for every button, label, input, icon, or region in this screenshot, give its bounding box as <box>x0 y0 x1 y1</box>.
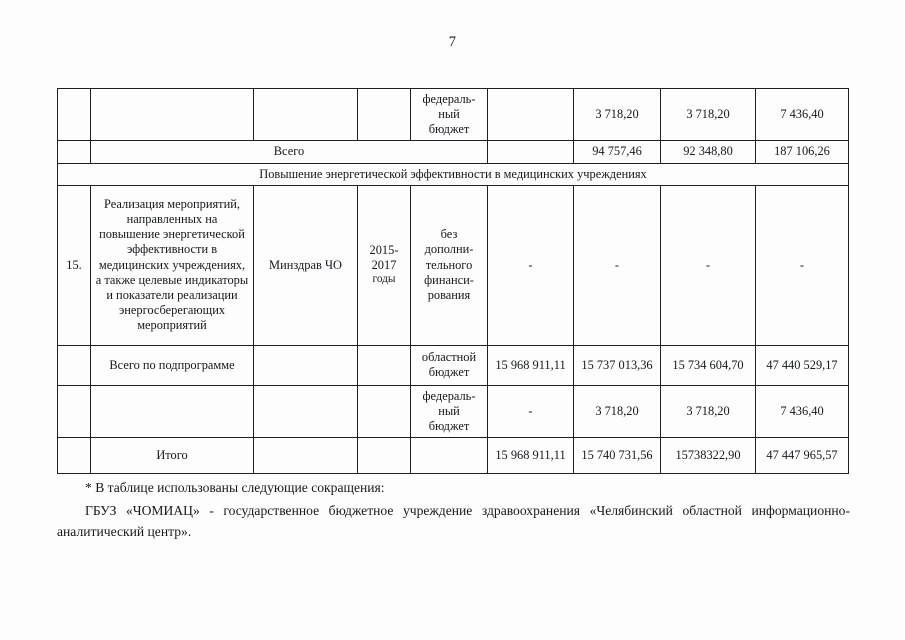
cell-year3: 3 718,20 <box>661 385 756 437</box>
footnote-abbreviation-chomiac: ГБУЗ «ЧОМИАЦ» - государственное бюджетное учреждение здравоохранения «Челябинский областной информационно-аналитический центр». <box>57 503 850 540</box>
cell-source <box>411 345 488 385</box>
cell-year2: 15 737 013,36 <box>574 345 661 385</box>
cell-period <box>358 345 411 385</box>
cell-label <box>91 385 254 437</box>
source-line: федераль- <box>422 388 476 403</box>
cell-year1 <box>488 141 574 163</box>
period-line: 2017 <box>371 258 397 273</box>
source-line: бюджет <box>428 365 470 380</box>
source-line: ный <box>438 403 460 418</box>
table-row-subprogram-total <box>58 345 849 385</box>
table-row-section-banner <box>58 163 849 185</box>
cell-year1: - <box>488 185 574 345</box>
footnotes <box>57 477 850 542</box>
cell-index <box>58 345 91 385</box>
source-line: ный <box>438 107 460 122</box>
cell-year2: - <box>574 185 661 345</box>
cell-measure <box>91 89 254 141</box>
cell-subprogram-total-label: Всего по подпрограмме <box>91 345 254 385</box>
cell-source <box>411 385 488 437</box>
cell-year2: 3 718,20 <box>574 385 661 437</box>
source-line: бюджет <box>428 122 470 137</box>
cell-executor <box>254 345 358 385</box>
cell-year1: 15 968 911,11 <box>488 345 574 385</box>
cell-grand-total-label: Итого <box>91 438 254 474</box>
cell-index <box>58 438 91 474</box>
cell-total: 7 436,40 <box>756 89 849 141</box>
cell-source <box>411 89 488 141</box>
section-banner-title: Повышение энергетической эффективности в медицинских учреждениях <box>58 163 849 185</box>
cell-measure-description: Реализация мероприятий, направленных на повышение энергетической эффективности в медицинских учреждениях, а также целевые индикаторы и показатели реализации энергосберегающих мероприятий <box>91 185 254 345</box>
period-unit: годы <box>372 273 396 286</box>
cell-total: 187 106,26 <box>756 141 849 163</box>
source-line: бюджет <box>428 418 470 433</box>
source-line: финанси- <box>424 272 474 287</box>
cell-executor <box>254 438 358 474</box>
period-line: 2015- <box>369 243 399 258</box>
cell-index <box>58 385 91 437</box>
cell-year3: 15738322,90 <box>661 438 756 474</box>
cell-year2: 3 718,20 <box>574 89 661 141</box>
cell-index: 15. <box>58 185 91 345</box>
cell-total: 7 436,40 <box>756 385 849 437</box>
page-number: 7 <box>448 34 457 50</box>
source-line: рования <box>427 287 471 302</box>
table-row-subprogram-total-federal <box>58 385 849 437</box>
table-row-subtotal <box>58 141 849 163</box>
cell-source <box>411 438 488 474</box>
cell-period <box>358 438 411 474</box>
source-line: без дополни- <box>424 227 474 257</box>
cell-total: - <box>756 185 849 345</box>
cell-year3: - <box>661 185 756 345</box>
cell-index <box>58 89 91 141</box>
cell-period <box>358 385 411 437</box>
cell-year2: 15 740 731,56 <box>574 438 661 474</box>
cell-total: 47 447 965,57 <box>756 438 849 474</box>
budget-table <box>57 88 849 474</box>
cell-period <box>358 89 411 141</box>
footnote-abbreviations-intro: * В таблице использованы следующие сокращения: <box>85 480 385 495</box>
cell-year2: 94 757,46 <box>574 141 661 163</box>
cell-year3: 3 718,20 <box>661 89 756 141</box>
cell-period <box>358 185 411 345</box>
cell-subtotal-label: Всего <box>91 141 488 163</box>
cell-index <box>58 141 91 163</box>
table-row-grand-total <box>58 438 849 474</box>
cell-year1: - <box>488 385 574 437</box>
cell-executor <box>254 385 358 437</box>
source-line: тельного <box>425 257 473 272</box>
cell-year3: 15 734 604,70 <box>661 345 756 385</box>
table-row <box>58 89 849 141</box>
cell-source <box>411 185 488 345</box>
source-line: областной <box>421 350 477 364</box>
cell-year1: 15 968 911,11 <box>488 438 574 474</box>
cell-executor: Минздрав ЧО <box>254 185 358 345</box>
cell-year3: 92 348,80 <box>661 141 756 163</box>
cell-total: 47 440 529,17 <box>756 345 849 385</box>
table-row-measure <box>58 185 849 345</box>
cell-year1 <box>488 89 574 141</box>
source-line: федераль- <box>422 92 476 106</box>
budget-table-wrapper <box>57 88 848 474</box>
cell-executor <box>254 89 358 141</box>
